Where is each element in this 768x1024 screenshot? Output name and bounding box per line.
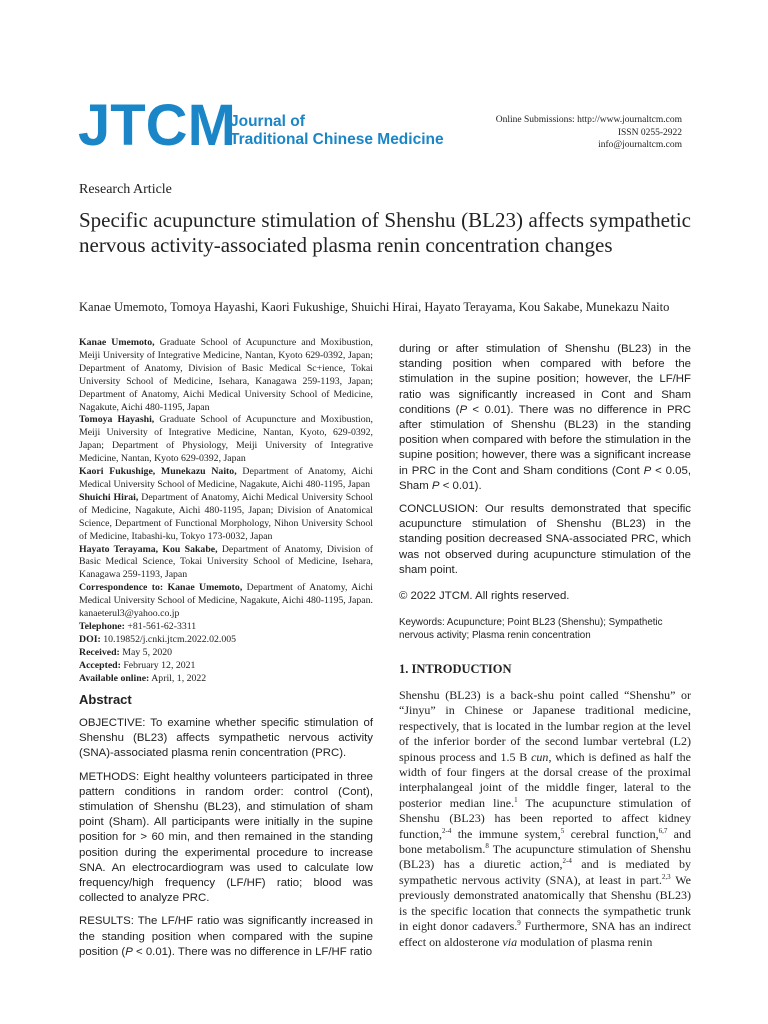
header-info — [496, 114, 682, 152]
affiliation-entry: Kanae Umemoto, Graduate School of Acupuncture and Moxibustion, Meiji University of Integrative Medicine, Nantan, Kyoto 629-0392, Japan; Department of Anatomy, Division of Basic Medical Sc+ience, Tokai University School of Medicine, Isehara, Kanagawa 259-1193, Japan; Department of Anatomy, Aichi Medical University School of Medicine, Nagakute, Aichi 480-1195, Japan — [79, 337, 373, 413]
author-list: Kanae Umemoto, Tomoya Hayashi, Kaori Fukushige, Shuichi Hirai, Hayato Terayama, Kou Sakabe, Munekazu Naito — [79, 300, 670, 314]
keywords: Keywords: Acupuncture; Point BL23 (Shenshu); Sympathetic nervous activity; Plasma renin concentration — [399, 617, 663, 641]
citation: 9 — [517, 919, 521, 928]
article-type: Research Article — [79, 182, 172, 197]
citation: 5 — [560, 826, 565, 835]
affiliation-entry: Hayato Terayama, Kou Sakabe, Department of Anatomy, Division of Basic Medical Science, Tokai University School of Medicine, Isehara, Kanagawa 259-1193, Japan — [79, 543, 374, 581]
affiliation-entry: Shuichi Hirai, Department of Anatomy, Aichi Medical University School of Medicine, Nagakute, Aichi 480-1195, Japan; Division of Anatomical Science, Department of Functional Morphology, Nihon University School of Medicine, Itabashi-ku, Tokyo 173-0032, Japan — [79, 491, 374, 542]
abstract-results: RESULTS: The LF/HF ratio was significantly increased in the standing position when compared with the supine position (P < 0.01). There was no difference in LF/HF ratio — [79, 915, 373, 958]
submissions-url[interactable]: Online Submissions: http://www.journaltcm.com — [495, 115, 682, 125]
affiliation-entry: Tomoya Hayashi, Graduate School of Acupuncture and Moxibustion, Meiji University of Integrative Medicine, Nantan, Kyoto, 629-0392, Japan; Department of Physiology, Meiji University of Integrative Medicine, Nantan, Kyoto 629-0392, Japan — [79, 414, 373, 465]
abstract-conclusion: CONCLUSION: Our results demonstrated that specific acupuncture stimulation of Shenshu (BL23) in the standing position decreased SNA-associated PRC, which was not observed during acupuncture stimulation of the sham point. — [399, 503, 691, 576]
citation: 2-4 — [442, 826, 452, 835]
received-date: Received: May 5, 2020 — [79, 646, 173, 658]
abstract-results-continued: during or after stimulation of Shenshu (BL23) in the standing position when compared with before the stimulation in the supine position; however, the LF/HF ratio was significantly increased in Cont and Sham conditions (P < 0.01). There was no difference in PRC after stimulation of Shenshu (BL23) in the standing position when compared with before the stimulation in the supine position; however, there was a significant increase in PRC in the Cont and Sham conditions (Cont P < 0.05, Sham P < 0.01). — [399, 343, 691, 492]
affiliations — [79, 337, 373, 685]
doi: DOI: 10.19852/j.cnki.jtcm.2022.02.005 — [79, 633, 237, 645]
abstract-left — [79, 716, 373, 968]
introduction-heading: 1. INTRODUCTION — [399, 662, 512, 676]
citation: 8 — [485, 842, 489, 851]
journal-email[interactable]: info@journaltcm.com — [598, 140, 682, 150]
journal-name-line1: Journal of — [230, 113, 305, 130]
affiliation-entry: Kaori Fukushige, Munekazu Naito, Department of Anatomy, Aichi Medical University School of Medicine, Nagakute, Aichi 480-1195, Japan — [79, 466, 373, 490]
issn: ISSN 0255-2922 — [617, 127, 682, 138]
article-title: Specific acupuncture stimulation of Shenshu (BL23) affects sympathetic nervous activity-associated plasma renin concentration changes — [79, 208, 691, 257]
abstract-methods: METHODS: Eight healthy volunteers participated in three pattern conditions in random order: control (Cont), stimulation of Shenshu (BL23), and stimulation of sham point (Sham). All participants were initially in the supine position for > 60 min, and then remained in the standing position during the experimental procedure to increase SNA. An electrocardiogram was used to calculate low frequency/high frequency (LF/HF) ratio; blood was collected to analyze PRC. — [79, 770, 373, 905]
journal-name — [230, 113, 444, 149]
journal-name-line2: Traditional Chinese Medicine — [230, 131, 444, 148]
citation: 6,7 — [658, 826, 668, 835]
abstract-objective: OBJECTIVE: To examine whether specific stimulation of Shenshu (BL23) affects sympathetic nervous activity (SNA)-associated plasma renin concentration (PRC). — [79, 717, 373, 760]
introduction-text: Shenshu (BL23) is a back-shu point called “Shenshu” or “Jinyu” in Chinese or Japanese traditional medicine, respectively, that is located in the lumbar region at the level of the inferior border of the second lumbar vertebral (L2) spinous process and 1.5 B cun, which is defined as half the width of four fingers at the dorsal crease of the proximal interphalangeal joint of the middle finger, lateral to the posterior median line.$^1$ The acupuncture stimulation of Shenshu (BL23) has been reported to affect kidney function,$^{2-4}$ the immune system,$^5$ cerebral function,$^{6,7}$ and bone metabolism.$^8$ The acupuncture stimulation of Shenshu (BL23) has a diuretic action,$^{2-4}$ and is mediated by sympathetic nervous activity (SNA), at least in part.$^{2,3}$ We previously demonstrated anatomically that Shenshu (BL23) is the specific location that connects the sympathetic trunk in eight donor cadavers.$^9$ Furthermore, SNA has an indirect effect on aldosterone via modulation of plasma renin — [399, 688, 692, 949]
citation: 1 — [514, 795, 518, 804]
citation: 2-4 — [562, 857, 572, 866]
available-online-date: Available online: April, 1, 2022 — [79, 672, 207, 684]
abstract-right — [399, 342, 691, 586]
correspondence: Correspondence to: Kanae Umemoto, Department of Anatomy, Aichi Medical University School of Medicine, Nagakute, Aichi 480-1195, Japan. kanaeterul3@yahoo.co.jp — [79, 582, 373, 620]
abstract-heading: Abstract — [79, 692, 132, 707]
accepted-date: Accepted: February 12, 2021 — [79, 659, 196, 671]
journal-logo: JTCM — [78, 93, 236, 158]
citation: 2,3 — [661, 872, 671, 881]
telephone: Telephone: +81-561-62-3311 — [79, 620, 197, 632]
copyright: © 2022 JTCM. All rights reserved. — [399, 590, 570, 602]
